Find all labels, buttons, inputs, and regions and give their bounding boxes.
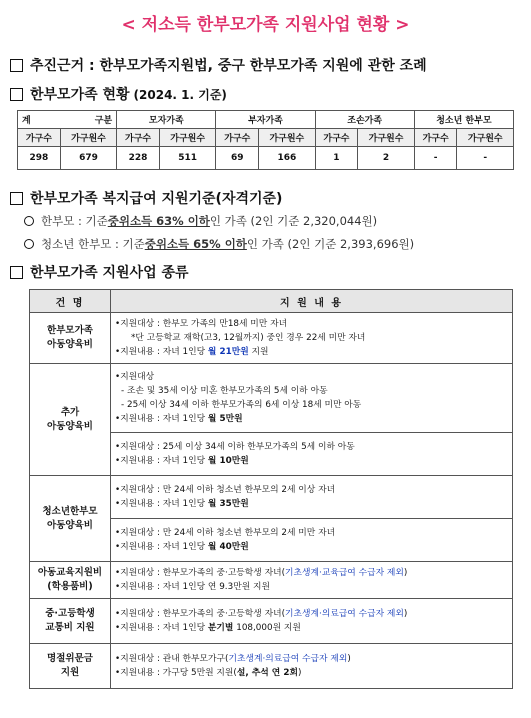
programs-heading: 한부모가족 지원사업 종류 xyxy=(30,265,189,281)
amount: 월 40만원 xyxy=(207,542,249,552)
basis-section xyxy=(10,55,427,75)
content-line xyxy=(115,621,508,635)
content-line: •지원대상 : 25세 이상 34세 이하 한부모가족의 5세 이하 아동 xyxy=(115,442,355,452)
criteria-text: 청소년 한부모 : 기준 xyxy=(41,237,145,251)
text: •지원대상 : 관내 한부모가구( xyxy=(115,654,229,664)
corner-bottom-label: 계 xyxy=(22,116,31,126)
amount: 설, 추석 연 2회 xyxy=(236,668,298,678)
status-section-heading xyxy=(10,84,227,104)
checkbox-icon xyxy=(10,88,23,101)
sub-header: 가구원수 xyxy=(60,129,116,147)
criteria-text: 인 가족 (2인 기준 2,320,044원) xyxy=(209,214,378,228)
criteria-section-heading xyxy=(10,188,282,208)
group-header: 조손가족 xyxy=(315,111,414,129)
criteria-item xyxy=(24,213,377,229)
circle-bullet-icon xyxy=(24,239,34,249)
content-line: *단 고등학교 재학(고3, 12월까지) 중인 경우 22세 미만 자녀 xyxy=(131,333,366,343)
name-line: 한부모가족 xyxy=(47,325,93,336)
value-cell: - xyxy=(457,147,514,170)
program-content xyxy=(111,313,513,364)
content-line: •지원대상 : 만 24세 이하 청소년 한부모의 2세 이상 자녀 xyxy=(115,485,336,495)
name-line: 명절위문금 xyxy=(47,653,93,664)
name-line: 청소년한부모 xyxy=(42,505,98,517)
programs-section-heading xyxy=(10,262,189,282)
sub-header: 가구원수 xyxy=(457,129,514,147)
criteria-threshold: 중위소득 63% 이하 xyxy=(107,214,210,228)
content-line xyxy=(115,454,508,468)
content-line: •지원대상 : 한부모 가족의 만18세 미만 자녀 xyxy=(115,319,288,329)
value-cell: 69 xyxy=(216,147,259,170)
checkbox-icon xyxy=(10,266,23,279)
content-line: •지원대상 xyxy=(115,372,155,382)
content-line: •지원내용 : 자녀 1인당 연 9.3만원 지원 xyxy=(115,582,270,592)
name-line: 중·고등학생 xyxy=(45,608,95,619)
group-header: 모자가족 xyxy=(117,111,216,129)
sub-header: 가구원수 xyxy=(259,129,315,147)
sub-header: 가구원수 xyxy=(159,129,215,147)
status-table xyxy=(17,110,514,170)
value-cell: 228 xyxy=(117,147,160,170)
amount: 월 10만원 xyxy=(207,456,249,466)
name-line: 아동교육지원비 xyxy=(37,567,103,578)
basis-text: 추진근거 : 한부모가족지원법, 중구 한부모가족 지원에 관한 조례 xyxy=(30,58,427,74)
criteria-threshold: 중위소득 65% 이하 xyxy=(144,237,247,251)
content-line xyxy=(115,345,508,359)
programs-table xyxy=(29,289,513,689)
program-name xyxy=(30,644,111,689)
col-header-name: 건 명 xyxy=(30,290,111,313)
name-line: 아동양육비 xyxy=(47,339,93,350)
sub-header: 가구원수 xyxy=(358,129,414,147)
text: ) xyxy=(297,668,302,678)
text: •지원내용 : 자녀 1인당 xyxy=(115,623,208,633)
amount: 분기별 xyxy=(207,623,234,633)
text: 지원 xyxy=(248,347,269,357)
content-line xyxy=(115,497,508,511)
program-name xyxy=(30,476,111,562)
exclusion-note: 기초생계·교육급여 수급자 제외 xyxy=(285,568,404,578)
value-cell: 679 xyxy=(60,147,116,170)
amount: 월 35만원 xyxy=(207,499,249,509)
name-line: 추가 xyxy=(60,406,80,418)
program-content xyxy=(111,433,513,476)
value-cell: 166 xyxy=(259,147,315,170)
text: •지원내용 : 자녀 1인당 xyxy=(115,456,208,466)
corner-cell xyxy=(18,111,117,129)
sub-header: 가구수 xyxy=(216,129,259,147)
text: •지원대상 : 한부모가족의 중·고등학생 자녀( xyxy=(115,568,286,578)
status-date: (2024. 1. 기준) xyxy=(133,87,227,102)
program-name xyxy=(30,313,111,364)
content-line xyxy=(115,607,508,621)
text: •지원내용 : 자녀 1인당 xyxy=(115,499,208,509)
group-header: 부자가족 xyxy=(216,111,315,129)
col-header-content: 지 원 내 용 xyxy=(111,290,513,313)
circle-bullet-icon xyxy=(24,216,34,226)
sub-header: 가구수 xyxy=(117,129,160,147)
content-line xyxy=(115,412,508,426)
name-line: 교통비 지원 xyxy=(45,622,95,633)
exclusion-note: 기초생계·의료급여 수급자 제외 xyxy=(228,654,348,664)
name-line: 지원 xyxy=(60,667,80,678)
sub-header: 가구수 xyxy=(414,129,457,147)
program-name xyxy=(30,364,111,476)
criteria-text: 인 가족 (2인 기준 2,393,696원) xyxy=(246,237,415,251)
name-line: (학용품비) xyxy=(47,581,93,592)
content-line xyxy=(115,666,508,680)
text: •지원내용 : 자녀 1인당 xyxy=(115,414,208,424)
value-cell: - xyxy=(414,147,457,170)
corner-top-label: 구분 xyxy=(94,116,113,126)
text: ) xyxy=(403,609,408,619)
criteria-item xyxy=(24,236,414,252)
content-line: •지원대상 : 만 24세 이하 청소년 한부모의 2세 미만 자녀 xyxy=(115,528,336,538)
program-content xyxy=(111,519,513,562)
program-content xyxy=(111,599,513,644)
text: •지원내용 : 가구당 5만원 지원( xyxy=(115,668,237,678)
content-line xyxy=(115,540,508,554)
sub-header: 가구수 xyxy=(18,129,61,147)
text: ) xyxy=(347,654,351,664)
sub-header: 가구수 xyxy=(315,129,358,147)
checkbox-icon xyxy=(10,59,23,72)
name-line: 아동양육비 xyxy=(47,420,93,432)
value-cell: 1 xyxy=(315,147,358,170)
amount: 월 5만원 xyxy=(207,414,243,424)
group-header: 청소년 한부모 xyxy=(414,111,513,129)
program-content xyxy=(111,644,513,689)
status-heading: 한부모가족 현황 xyxy=(30,87,130,103)
program-content xyxy=(111,562,513,599)
criteria-text: 한부모 : 기준 xyxy=(41,214,108,228)
checkbox-icon xyxy=(10,192,23,205)
criteria-heading: 한부모가족 복지급여 지원기준(자격기준) xyxy=(30,191,283,207)
page-title: < 저소득 한부모가족 지원사업 현황 > xyxy=(121,15,410,35)
program-name xyxy=(30,562,111,599)
amount: 월 21만원 xyxy=(207,347,249,357)
exclusion-note: 기초생계·의료급여 수급자 제외 xyxy=(285,609,404,619)
value-cell: 511 xyxy=(159,147,215,170)
name-line: 아동양육비 xyxy=(47,519,93,531)
text: ) xyxy=(403,568,408,578)
program-content xyxy=(111,476,513,519)
value-cell: 2 xyxy=(358,147,414,170)
content-line xyxy=(115,652,508,666)
text: •지원내용 : 자녀 1인당 xyxy=(115,347,208,357)
value-cell: 298 xyxy=(18,147,61,170)
content-line xyxy=(115,566,508,580)
content-line: - 25세 이상 34세 이하 한부모가족의 6세 이상 18세 미만 아동 xyxy=(121,400,362,410)
program-name xyxy=(30,599,111,644)
text: •지원대상 : 한부모가족의 중·고등학생 자녀( xyxy=(115,609,286,619)
content-line: - 조손 및 35세 이상 미혼 한부모가족의 5세 이하 아동 xyxy=(121,386,328,396)
program-content xyxy=(111,364,513,433)
text: 108,000원 지원 xyxy=(233,623,301,633)
text: •지원내용 : 자녀 1인당 xyxy=(115,542,208,552)
